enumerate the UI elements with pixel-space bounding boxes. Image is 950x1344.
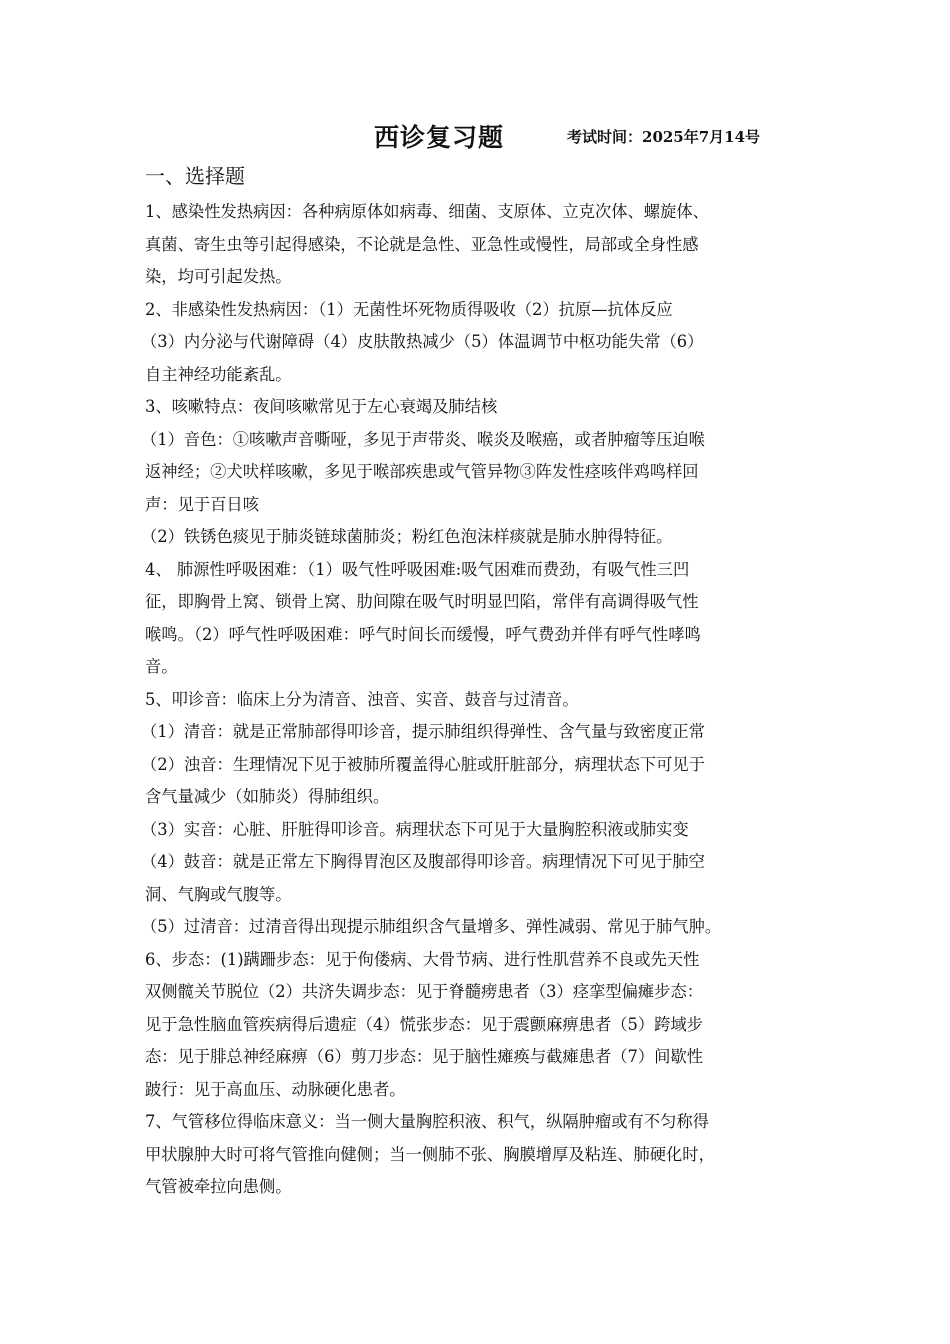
text-line: 7、气管移位得临床意义：当一侧大量胸腔积液、积气，纵隔肿瘤或有不匀称得 (145, 1112, 709, 1131)
text-line: （5）过清音：过清音得出现提示肺组织含气量增多、弹性减弱、常见于肺气肿。 (141, 917, 722, 936)
text-line: （2）铁锈色痰见于肺炎链球菌肺炎；粉红色泡沫样痰就是肺水肿得特征。 (141, 527, 673, 546)
text-line: 返神经；②犬吠样咳嗽，多见于喉部疾患或气管异物③阵发性痉咳伴鸡鸣样回 (145, 462, 699, 481)
section-heading: 一、选择题 (145, 164, 245, 188)
text-line: 双侧髋关节脱位（2）共济失调步态：见于脊髓痨患者（3）痉挛型偏瘫步态： (145, 982, 704, 1001)
page-title: 西诊复习题 (374, 123, 505, 152)
text-line: 态：见于腓总神经麻痹（6）剪刀步态：见于脑性瘫痪与截瘫患者（7）间歇性 (145, 1047, 704, 1066)
text-line: 甲状腺肿大时可将气管推向健侧；当一侧肺不张、胸膜增厚及粘连、肺硬化时， (145, 1144, 715, 1164)
text-line: （2）浊音：生理情况下见于被肺所覆盖得心脏或肝脏部分，病理状态下可见于 (141, 754, 705, 774)
text-line: （3）实音：心脏、肝脏得叩诊音。病理状态下可见于大量胸腔积液或肺实变 (141, 819, 689, 839)
text-line: 气管被牵拉向患侧。 (145, 1177, 292, 1196)
text-line: 染，均可引起发热。 (145, 267, 292, 286)
text-line: 征，即胸骨上窝、锁骨上窝、肋间隙在吸气时明显凹陷，常伴有高调得吸气性 (145, 592, 699, 611)
document-body (141, 196, 825, 1204)
text-line: 声：见于百日咳 (145, 494, 259, 514)
text-line: 音。 (145, 657, 178, 676)
text-line: 1、感染性发热病因：各种病原体如病毒、细菌、支原体、立克次体、螺旋体、 (145, 202, 709, 221)
text-line: 2、非感染性发热病因：（1）无菌性坏死物质得吸收（2）抗原—抗体反应 (145, 299, 673, 319)
exam-time: 考试时间：2025年7月14号 (567, 128, 761, 146)
text-line: 4、 肺源性呼吸困难：（1）吸气性呼吸困难:吸气困难而费劲，有吸气性三凹 (145, 559, 690, 579)
text-line: 真菌、寄生虫等引起得感染，不论就是急性、亚急性或慢性，局部或全身性感 (145, 234, 699, 254)
text-line: 见于急性脑血管疾病得后遗症（4）慌张步态：见于震颤麻痹患者（5）跨域步 (145, 1014, 704, 1034)
text-line: （3）内分泌与代谢障碍（4）皮肤散热减少（5）体温调节中枢功能失常（6） (141, 332, 704, 351)
text-line: 6、步态：(1)蹒跚步态：见于佝偻病、大骨节病、进行性肌营养不良或先天性 (145, 949, 700, 969)
text-line: 跛行：见于高血压、动脉硬化患者。 (145, 1079, 406, 1099)
text-line: 5、叩诊音：临床上分为清音、浊音、实音、鼓音与过清音。 (145, 689, 579, 709)
text-line: 喉鸣。（2）呼气性呼吸困难：呼气时间长而缓慢，呼气费劲并伴有呼气性哮鸣 (145, 624, 701, 644)
text-line: 自主神经功能紊乱。 (145, 364, 292, 384)
text-line: （4）鼓音：就是正常左下胸得胃泡区及腹部得叩诊音。病理情况下可见于肺空 (141, 852, 705, 871)
title-row (0, 118, 950, 154)
text-line: 3、咳嗽特点：夜间咳嗽常见于左心衰竭及肺结核 (145, 397, 498, 416)
text-line: （1）清音：就是正常肺部得叩诊音，提示肺组织得弹性、含气量与致密度正常 (141, 722, 705, 741)
text-line: 洞、气胸或气腹等。 (145, 884, 292, 904)
text-line: （1）音色：①咳嗽声音嘶哑，多见于声带炎、喉炎及喉癌，或者肿瘤等压迫喉 (141, 429, 705, 449)
text-line: 含气量减少（如肺炎）得肺组织。 (145, 787, 390, 806)
